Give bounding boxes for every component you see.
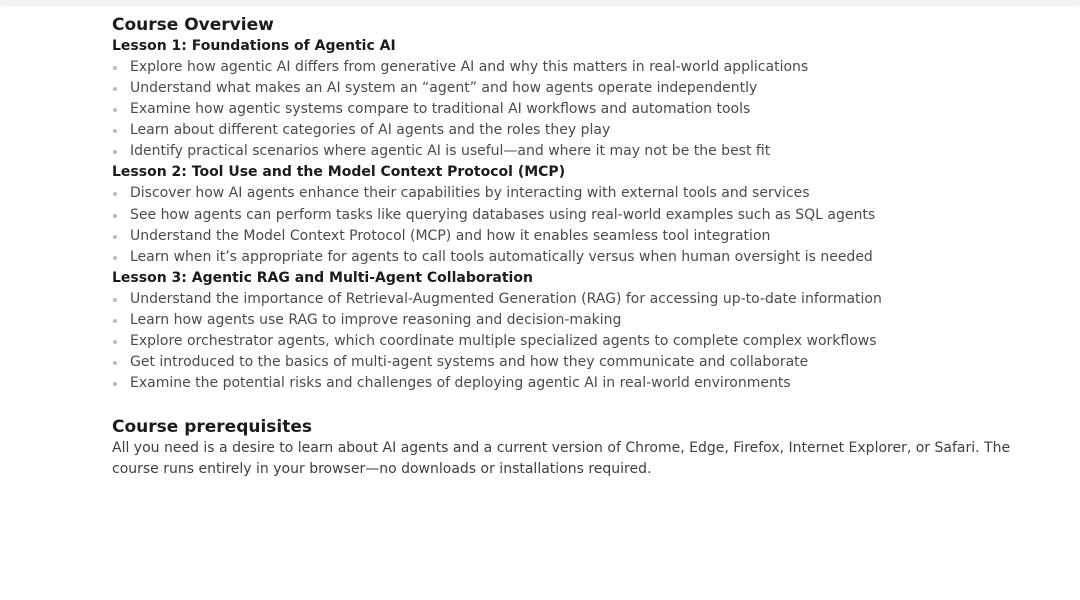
bullet-icon — [113, 361, 117, 365]
bullet-icon — [113, 235, 117, 239]
lesson-2-list — [112, 183, 1052, 267]
bullet-icon — [113, 319, 117, 323]
browser-top-edge — [0, 0, 1080, 4]
list-item: Identify practical scenarios where agentic AI is useful—and where it may not be the best fit — [112, 141, 1052, 162]
bullet-icon — [113, 66, 117, 70]
bullet-icon — [113, 150, 117, 154]
bullet-icon — [113, 298, 117, 302]
lesson-2 — [112, 162, 1052, 267]
list-item: Understand what makes an AI system an “agent” and how agents operate independently — [112, 78, 1052, 99]
list-item: Learn about different categories of AI agents and the roles they play — [112, 120, 1052, 141]
lesson-1 — [112, 36, 1052, 162]
list-item: Discover how AI agents enhance their capabilities by interacting with external tools and services — [112, 183, 1052, 204]
lesson-1-title: Lesson 1: Foundations of Agentic AI — [112, 38, 396, 54]
bullet-icon — [113, 340, 117, 344]
lesson-3-list — [112, 289, 1052, 394]
list-item: See how agents can perform tasks like querying databases using real-world examples such as SQL agents — [112, 205, 1052, 226]
bullet-icon — [113, 382, 117, 386]
lesson-2-title: Lesson 2: Tool Use and the Model Context Protocol (MCP) — [112, 164, 566, 181]
bullet-icon — [113, 129, 117, 133]
list-item: Understand the importance of Retrieval-Augmented Generation (RAG) for accessing up-to-date information — [112, 289, 1052, 310]
prerequisites-text: All you need is a desire to learn about AI agents and a current version of Chrome, Edge, Firefox, Internet Explorer, or Safari. The course runs entirely in your browser—no downloads or installations required. — [112, 440, 1011, 478]
list-item: Get introduced to the basics of multi-agent systems and how they communicate and collaborate — [112, 352, 1052, 373]
lesson-3 — [112, 268, 1052, 394]
list-item: Examine how agentic systems compare to traditional AI workflows and automation tools — [112, 99, 1052, 120]
bullet-icon — [113, 87, 117, 91]
course-content — [112, 14, 1052, 480]
section-spacer — [112, 394, 1052, 416]
lesson-3-title: Lesson 3: Agentic RAG and Multi-Agent Collaboration — [112, 269, 533, 286]
list-item: Explore how agentic AI differs from generative AI and why this matters in real-world applications — [112, 57, 1052, 78]
bullet-icon — [113, 214, 117, 218]
lesson-1-list — [112, 57, 1052, 162]
list-item: Examine the potential risks and challenges of deploying agentic AI in real-world environments — [112, 373, 1052, 394]
list-item: Learn how agents use RAG to improve reasoning and decision-making — [112, 310, 1052, 331]
list-item: Understand the Model Context Protocol (MCP) and how it enables seamless tool integration — [112, 226, 1052, 247]
bullet-icon — [113, 192, 117, 196]
prerequisites-heading: Course prerequisites — [112, 417, 313, 438]
bullet-icon — [113, 256, 117, 260]
list-item: Learn when it’s appropriate for agents to call tools automatically versus when human oversight is needed — [112, 247, 1052, 268]
course-overview-heading: Course Overview — [112, 15, 274, 35]
list-item: Explore orchestrator agents, which coordinate multiple specialized agents to complete complex workflows — [112, 331, 1052, 352]
bullet-icon — [113, 108, 117, 112]
